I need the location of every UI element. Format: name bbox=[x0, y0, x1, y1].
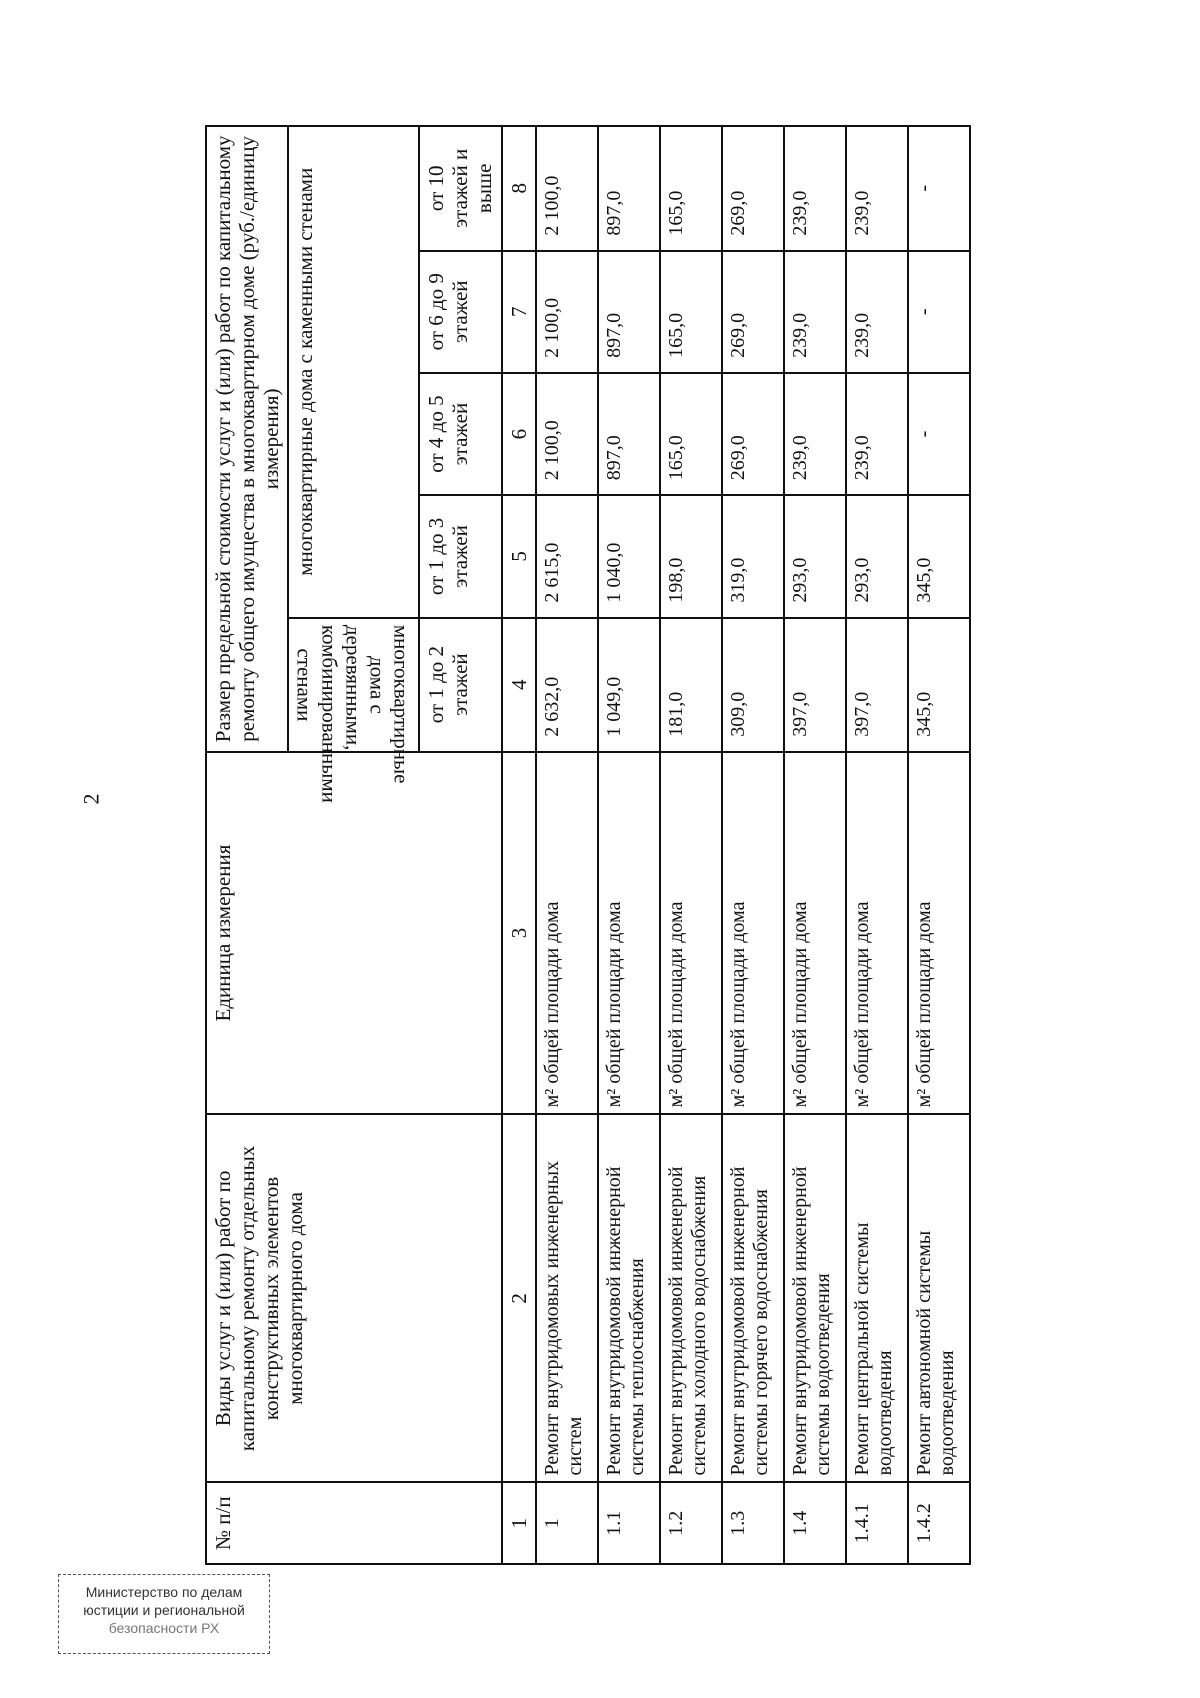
header-col-no: № п/п bbox=[206, 1482, 502, 1564]
row-price-value: 198,0 bbox=[660, 495, 722, 617]
row-price-value: 397,0 bbox=[846, 618, 908, 752]
table-row bbox=[660, 126, 722, 1564]
column-number: 4 bbox=[502, 618, 536, 752]
row-price-value: - bbox=[908, 373, 970, 495]
row-price-value: 293,0 bbox=[784, 495, 846, 617]
row-price-value: 269,0 bbox=[722, 251, 784, 373]
header-floor: от 6 до 9 этажей bbox=[419, 251, 501, 373]
row-work-type: Ремонт внутридомовой инженерной системы водоотведения bbox=[784, 1114, 846, 1482]
row-price-value: 319,0 bbox=[722, 495, 784, 617]
row-price-value: 2 615,0 bbox=[536, 495, 598, 617]
column-number: 7 bbox=[502, 251, 536, 373]
header-col-work: Виды услуг и (или) работ по капитальному ремонту отдельных конструктивных элементов многоквартирного дома bbox=[206, 1114, 502, 1482]
header-floor: от 1 до 2 этажей bbox=[419, 618, 501, 752]
table-row bbox=[908, 126, 970, 1564]
row-price-value: 345,0 bbox=[908, 495, 970, 617]
header-col-unit: Единица измерения bbox=[206, 752, 502, 1115]
row-number: 1.3 bbox=[722, 1482, 784, 1564]
row-work-type: Ремонт внутридомовой инженерной системы теплоснабжения bbox=[598, 1114, 660, 1482]
row-unit: м² общей площади дома bbox=[722, 752, 784, 1115]
row-price-value: 239,0 bbox=[846, 126, 908, 251]
row-number: 1.4.2 bbox=[908, 1482, 970, 1564]
row-price-value: 397,0 bbox=[784, 618, 846, 752]
table-row bbox=[846, 126, 908, 1564]
row-price-value: 2 632,0 bbox=[536, 618, 598, 752]
column-number: 5 bbox=[502, 495, 536, 617]
row-work-type: Ремонт внутридомовых инженерных систем bbox=[536, 1114, 598, 1482]
row-work-type: Ремонт внутридомовой инженерной системы холодного водоснабжения bbox=[660, 1114, 722, 1482]
row-price-value: 181,0 bbox=[660, 618, 722, 752]
row-price-value: 897,0 bbox=[598, 126, 660, 251]
row-price-value: - bbox=[908, 126, 970, 251]
row-price-value: 309,0 bbox=[722, 618, 784, 752]
table-row bbox=[784, 126, 846, 1564]
row-number: 1 bbox=[536, 1482, 598, 1564]
row-price-value: 269,0 bbox=[722, 126, 784, 251]
row-price-value: 345,0 bbox=[908, 618, 970, 752]
header-group-stone: многоквартирные дома с каменными стенами bbox=[288, 126, 419, 618]
header-group-wood bbox=[288, 618, 419, 803]
stamp-line-1: Министерство по делам bbox=[85, 1584, 243, 1600]
row-unit: м² общей площади дома bbox=[846, 752, 908, 1115]
row-number: 1.2 bbox=[660, 1482, 722, 1564]
row-unit: м² общей площади дома bbox=[784, 752, 846, 1115]
stamp-line-3: безопасности РХ bbox=[108, 1620, 220, 1636]
row-price-value: 293,0 bbox=[846, 495, 908, 617]
row-price-value: 239,0 bbox=[784, 251, 846, 373]
row-price-value: 2 100,0 bbox=[536, 251, 598, 373]
ministry-stamp bbox=[58, 1574, 270, 1654]
column-number: 3 bbox=[502, 752, 536, 1115]
price-table bbox=[205, 125, 971, 1565]
row-unit: м² общей площади дома bbox=[660, 752, 722, 1115]
row-unit: м² общей площади дома bbox=[598, 752, 660, 1115]
row-work-type: Ремонт центральной системы водоотведения bbox=[846, 1114, 908, 1482]
row-price-value: 897,0 bbox=[598, 373, 660, 495]
column-number: 1 bbox=[502, 1482, 536, 1564]
row-unit: м² общей площади дома bbox=[536, 752, 598, 1115]
row-price-value: 239,0 bbox=[846, 373, 908, 495]
page-number: 2 bbox=[78, 793, 104, 805]
row-price-value: 2 100,0 bbox=[536, 373, 598, 495]
row-price-value: 239,0 bbox=[846, 251, 908, 373]
column-number: 6 bbox=[502, 373, 536, 495]
header-floor: от 10 этажей и выше bbox=[419, 126, 501, 251]
row-number: 1.4 bbox=[784, 1482, 846, 1564]
header-group-wood-text: многоквартирные дома с деревянными, комбинированными стенами bbox=[293, 624, 415, 803]
row-number: 1.4.1 bbox=[846, 1482, 908, 1564]
row-price-value: 165,0 bbox=[660, 373, 722, 495]
header-col-price: Размер предельной стоимости услуг и (или) работ по капитальному ремонту общего имущества в многоквартирном доме (руб./единицу измерения) bbox=[206, 126, 288, 752]
table-row bbox=[598, 126, 660, 1564]
column-number: 8 bbox=[502, 126, 536, 251]
row-price-value: 239,0 bbox=[784, 373, 846, 495]
table-row bbox=[722, 126, 784, 1564]
row-unit: м² общей площади дома bbox=[908, 752, 970, 1115]
stamp-line-2: юстиции и региональной bbox=[83, 1602, 245, 1618]
header-floor: от 4 до 5 этажей bbox=[419, 373, 501, 495]
column-number: 2 bbox=[502, 1114, 536, 1482]
row-work-type: Ремонт внутридомовой инженерной системы горячего водоснабжения bbox=[722, 1114, 784, 1482]
header-floor: от 1 до 3 этажей bbox=[419, 495, 501, 617]
table-row bbox=[536, 126, 598, 1564]
row-price-value: 239,0 bbox=[784, 126, 846, 251]
row-price-value: 1 040,0 bbox=[598, 495, 660, 617]
row-price-value: 165,0 bbox=[660, 251, 722, 373]
row-price-value: - bbox=[908, 251, 970, 373]
row-price-value: 165,0 bbox=[660, 126, 722, 251]
row-number: 1.1 bbox=[598, 1482, 660, 1564]
row-work-type: Ремонт автономной системы водоотведения bbox=[908, 1114, 970, 1482]
row-price-value: 897,0 bbox=[598, 251, 660, 373]
row-price-value: 269,0 bbox=[722, 373, 784, 495]
row-price-value: 2 100,0 bbox=[536, 126, 598, 251]
column-number-row bbox=[502, 126, 536, 1564]
row-price-value: 1 049,0 bbox=[598, 618, 660, 752]
